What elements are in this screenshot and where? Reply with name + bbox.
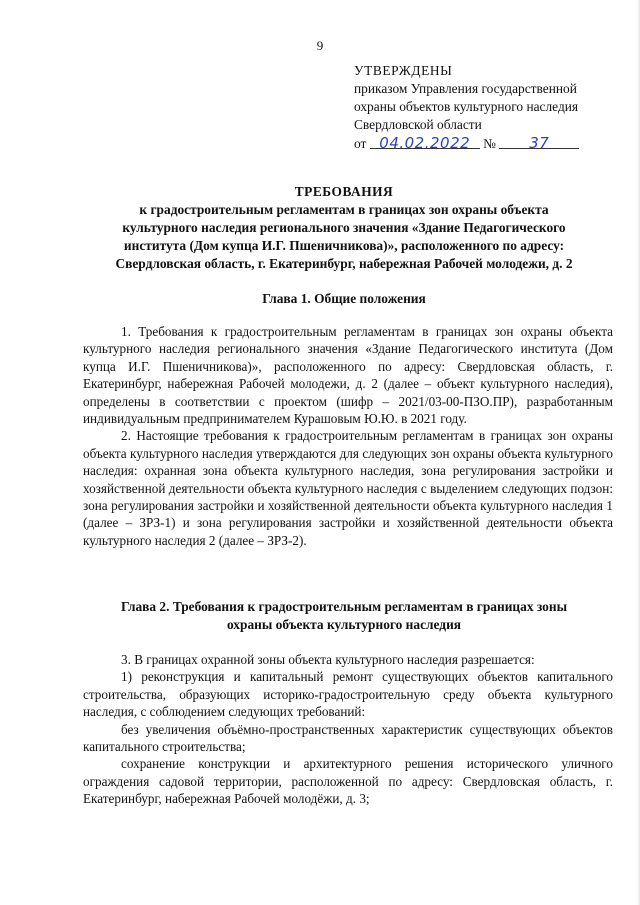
document-subtitle-line: института (Дом купца И.Г. Пшеничникова)», расположенного по адресу:	[123, 238, 565, 253]
approval-line: охраны объектов культурного наследия	[354, 99, 579, 114]
paragraph: сохранение конструкции и архитектурного решения исторического уличного ограждения садовой территории, расположенной по адресу: Свердловская область, г. Екатеринбург, набережная Рабочей молодёжи, д. 3;	[83, 756, 613, 807]
document-subtitle-line: культурного наследия регионального значения «Здание Педагогического	[122, 220, 566, 235]
chapter-2-title	[70, 598, 618, 634]
page-number: 9	[316, 38, 324, 53]
approval-heading: УТВЕРЖДЕНЫ	[354, 63, 453, 78]
approval-stamp	[354, 62, 579, 153]
paragraph: 2. Настоящие требования к градостроительным регламентам в границах зон охраны объекта культурного наследия утверждаются для следующих зон охраны объекта культурного наследия: охранная зона объекта культурного наследия, зона регулирования застройки и хозяйственной деятельности объекта культурного наследия с выделением следующих подзон: зона регулирования застройки и хозяйственной деятельности объекта культурного наследия 1 (далее – ЗРЗ-1) и зона регулирования застройки и хозяйственной деятельности объекта культурного наследия 2 (далее – ЗРЗ-2).	[83, 428, 613, 548]
paragraph: 1. Требования к градостроительным регламентам в границах зон охраны объекта культурного наследия регионального значения «Здание Педагогического института (Дом купца И.Г. Пшеничникова)», расположенного по адресу: Свердловская область, г. Екатеринбург, набережная Рабочей молодежи, д. 2 (далее – объект культурного наследия), определены в соответствии с проектом (шифр – 2021/03-00-ПЗО.ПР), разработанным индивидуальным предпринимателем Курашовым Ю.Ю. в 2021 году.	[83, 324, 613, 427]
approval-date-line	[354, 134, 579, 153]
approval-number-label: №	[483, 136, 496, 151]
approval-number-field	[499, 134, 579, 152]
approval-line: Свердловской области	[354, 117, 482, 132]
document-title: ТРЕБОВАНИЯ	[294, 184, 394, 199]
document-subtitle-line: к градостроительным регламентам в границах зон охраны объекта	[139, 202, 549, 217]
handwritten-date: 04.02.2022	[379, 134, 471, 152]
chapter-2-title-line: охраны объекта культурного наследия	[226, 617, 462, 632]
paragraph: без увеличения объёмно-пространственных характеристик существующих объектов капитального строительства;	[83, 721, 613, 755]
chapter-1-title: Глава 1. Общие положения	[262, 291, 426, 306]
paragraph: 3. В границах охранной зоны объекта культурного наследия разрешается:	[121, 652, 535, 667]
chapter-2-title-line: Глава 2. Требования к градостроительным регламентам в границах зоны	[120, 599, 568, 614]
approval-line: приказом Управления государственной	[354, 81, 577, 96]
document-title-block	[70, 183, 618, 273]
document-subtitle-line: Свердловская область, г. Екатеринбург, набережная Рабочей молодежи, д. 2	[115, 256, 573, 271]
handwritten-number: 37	[529, 134, 550, 152]
paragraph: 1) реконструкция и капитальный ремонт существующих объектов капитального строительства, образующих историко-градостроительную среду объекта культурного наследия, с соблюдением следующих требований:	[83, 669, 613, 720]
chapter-2-body	[83, 651, 613, 808]
approval-from-label: от	[354, 136, 367, 151]
approval-date-field	[370, 134, 480, 152]
chapter-1-body	[83, 323, 613, 549]
